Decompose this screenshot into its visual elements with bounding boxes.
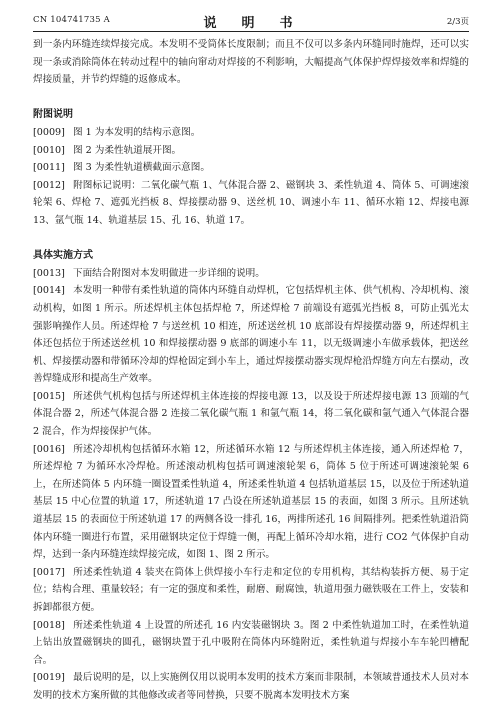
paragraph-0019 [33,669,469,704]
paragraph-0017 [33,564,469,617]
paragraph-number: [0009] [33,126,65,138]
paragraph-number: [0018] [33,619,65,631]
paragraph-text: 所述冷却机构包括循环水箱 12，所述循环水箱 12 与所述焊机主体连接，通入所述焊枪 7，所述焊枪 7 为循环水冷焊枪。所述滚动机构包括可调速滚轮架 6，筒体 5 位于所述可调速滚轮架 6 上，在所述筒体 5 内环缝一圈设置柔性轨道 4，所述柔性轨道 4 包括轨道基层 15，以及位于所述轨道基层 15 中心位置的轨道 17，所述轨道 17 凸设在所述轨道基层 15 的表面，如图 3 所示。且所述轨道基层 15 的表面位于所述轨道 17 的两侧各设一排孔 16，两排所述孔 16 间隔排列。把柔性轨道沿筒体内环缝一圈进行布置，采用磁钢块定位于焊缝一侧，再配上循环冷却水箱，进行 CO2 气体保护自动焊，达到一条内环缝连续焊接完成，如图 1、图 2 所示。 [33,443,469,561]
paragraph-0014 [33,282,469,388]
paragraph-number: [0011] [33,162,65,174]
paragraph-number: [0019] [33,672,65,684]
intro-paragraph: 到一条内环缝连续焊接完成。本发明不受筒体长度限制；而且不仅可以多条内环缝同时施焊，还可以实现一条或消除筒体在转动过程中的轴向窜动对焊接的不利影响，大幅提高气体保护焊焊接效率和焊缝的焊接质量，并节约焊缝的返修成本。 [33,39,469,86]
paragraph-0009 [33,124,469,142]
paragraph-0015 [33,388,469,441]
paragraph-0018 [33,617,469,670]
paragraph-number: [0010] [33,144,65,156]
paragraph-0016 [33,441,469,564]
paragraph-number: [0015] [33,390,65,402]
paragraph-text: 本发明一种带有柔性轨道的筒体内环缝自动焊机，它包括焊机主体、供气机构、冷却机构、滚动机构，如图 1 所示。所述焊机主体包括焊枪 7，所述焊枪 7 前端设有遮弧光挡板 8，可防止弧光太强影响操作人员。所述焊枪 7 与送丝机 10 相连，所述送丝机 10 底部设有焊接摆动器 9，所述焊机主体还包括位于所述送丝机 10 和焊接摆动器 9 底部的调速小车 11，以无级调速小车做承载体，把送丝机、焊接摆动器和带循环冷却的焊枪固定到小车上，通过焊接摆动器实现焊枪沿焊缝方向左右摆动，改善焊缝成形和提高生产效率。 [33,285,469,385]
paragraph-text: 最后说明的是，以上实施例仅用以说明本发明的技术方案而非限制，本领域普通技术人员对本发明的技术方案所做的其他修改或者等同替换，只要不脱离本发明技术方案 [33,672,469,701]
embodiment-heading: 具体实施方式 [33,250,93,262]
paragraph-0011 [33,159,469,177]
paragraph-number: [0012] [33,179,65,191]
paragraph-number: [0014] [33,285,65,297]
paragraph-number: [0013] [33,267,65,279]
paragraph-text: 附图标记说明：二氧化碳气瓶 1、气体混合器 2、磁钢块 3、柔性轨道 4、筒体 5、可调速滚轮架 6、焊枪 7、遮弧光挡板 8、焊接摆动器 9、送丝机 10、调速小车 11、循环水箱 12、焊接电源 13、氩气瓶 14、轨道基层 15、孔 16、轨道 17。 [33,179,469,226]
paragraph-number: [0016] [33,443,65,455]
paragraph-number: [0017] [33,566,65,578]
publication-number: CN 104741735 A [33,15,110,25]
paragraph-0010 [33,142,469,160]
paragraph-0012 [33,177,469,230]
paragraph-text: 所述柔性轨道 4 上设置的所述孔 16 内安装磁钢块 3。图 2 中柔性轨道加工时，在柔性轨道上钻出放置磁钢块的圆孔，磁钢块置于孔中吸附在筒体内环缝附近，柔性轨道与焊接小车车轮凹槽配合。 [33,619,469,666]
paragraph-text: 图 2 为柔性轨道展开图。 [73,144,182,156]
document-body [33,36,469,705]
page-number: 2/3页 [446,17,469,27]
paragraph-text: 所述供气机构包括与所述焊机主体连接的焊接电源 13，以及设于所述焊接电源 13 顶端的气体混合器 2，所述气体混合器 2 连接二氧化碳气瓶 1 和氩气瓶 14，将二氧化碳和氩气通入气体混合器 2 混合，作为焊接保护气体。 [33,390,469,438]
document-title: 说 明 书 [203,16,299,31]
paragraph-text: 所述柔性轨道 4 装夹在筒体上供焊接小车行走和定位的专用机构，其结构装拆方便、易于定位；结构合理、重量较轻；有一定的强度和柔性，耐磨、耐腐蚀，轨道用强力磁铁吸在工件上，安装和拆卸都很方便。 [33,566,469,613]
paragraph-0013 [33,265,469,283]
figure-description-heading: 附图说明 [33,109,73,121]
paragraph-text: 图 3 为柔性轨道横截面示意图。 [73,162,210,174]
page-header [33,11,469,32]
paragraph-text: 下面结合附图对本发明做进一步详细的说明。 [73,267,265,279]
paragraph-text: 图 1 为本发明的结构示意图。 [73,126,201,138]
